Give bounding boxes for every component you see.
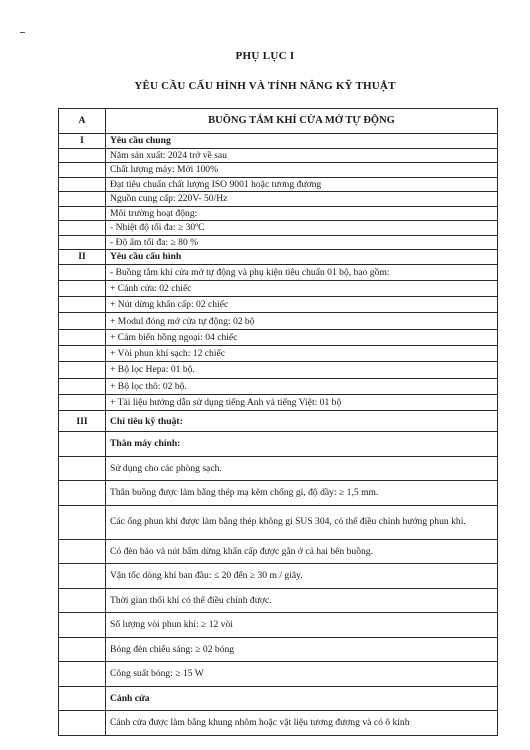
table-header-row — [59, 109, 498, 134]
table-row — [59, 539, 498, 564]
table-row — [59, 163, 498, 178]
section-row — [59, 411, 498, 432]
table-row — [59, 313, 498, 329]
margin-mark — [20, 32, 25, 33]
table-row — [59, 456, 498, 481]
header-label-cell: A — [59, 109, 106, 134]
table-cell: Bóng đèn chiếu sáng: ≥ 02 bóng — [106, 637, 498, 662]
table-row — [59, 362, 498, 378]
table-cell: Vận tốc dòng khí ban đầu: ≤ 20 đến ≥ 30 m / giây. — [106, 564, 498, 589]
table-row — [59, 564, 498, 589]
section-label: I — [59, 134, 106, 149]
table-row — [59, 297, 498, 313]
table-row — [59, 345, 498, 361]
table-cell: Thân buồng được làm bằng thép mạ kẽm chống gỉ, độ dầy: ≥ 1,5 mm. — [106, 481, 498, 506]
table-row — [59, 394, 498, 410]
table-cell: - Nhiệt độ tối đa: ≥ 30ºC — [106, 221, 498, 236]
table-cell: - Buồng tắm khí cửa mở tự động và phụ kiện tiêu chuẩn 01 bộ, bao gồm: — [106, 264, 498, 280]
document-heading: PHỤ LỤC I — [235, 50, 295, 62]
table-cell: + Vòi phun khí sạch: 12 chiếc — [106, 345, 498, 361]
table-row — [59, 378, 498, 394]
table-cell: + Cánh cửa: 02 chiếc — [106, 280, 498, 296]
table-cell: Sử dụng cho các phòng sạch. — [106, 456, 498, 481]
table-row — [59, 505, 498, 539]
table-row — [59, 613, 498, 638]
section-title: Chỉ tiêu kỹ thuật: — [106, 411, 498, 432]
table-row — [59, 235, 498, 250]
table-cell: Số lượng vòi phun khí: ≥ 12 vòi — [106, 613, 498, 638]
table-row — [59, 588, 498, 613]
table-cell: Năm sản xuất: 2024 trở về sau — [106, 148, 498, 163]
subsection-row — [59, 432, 498, 457]
table-cell: Đạt tiêu chuẩn chất lượng ISO 9001 hoặc tương đương — [106, 177, 498, 192]
subsection-row — [59, 686, 498, 711]
table-row — [59, 711, 498, 736]
table-row — [59, 481, 498, 506]
section-row — [59, 134, 498, 149]
table-row — [59, 637, 498, 662]
table-cell: Có đèn báo và nút bấm dừng khẩn cấp được gắn ở cả hai bên buồng. — [106, 539, 498, 564]
table-cell: Môi trường hoạt động: — [106, 206, 498, 221]
document-subheading: YÊU CẦU CẤU HÌNH VÀ TÍNH NĂNG KỸ THUẬT — [134, 80, 396, 92]
table-cell: Cánh cửa được làm bằng khung nhôm hoặc vật liệu tương đương và có ô kính — [106, 711, 498, 736]
table-row — [59, 280, 498, 296]
section-label: III — [59, 411, 106, 432]
table-row — [59, 264, 498, 280]
table-cell: + Bộ lọc Hepa: 01 bộ. — [106, 362, 498, 378]
table-cell: - Độ ẩm tối đa: ≥ 80 % — [106, 235, 498, 250]
table-cell: + Modul đóng mở cửa tự động: 02 bộ — [106, 313, 498, 329]
table-row — [59, 192, 498, 207]
section-label: II — [59, 250, 106, 265]
table-row — [59, 148, 498, 163]
subsection-title: Thân máy chính: — [106, 432, 498, 457]
table-cell: Chất lượng máy: Mới 100% — [106, 163, 498, 178]
table-cell: + Cảm biến hồng ngoại: 04 chiếc — [106, 329, 498, 345]
table-cell: + Bộ lọc thô: 02 bộ. — [106, 378, 498, 394]
header-title-cell: BUỒNG TẮM KHÍ CỬA MỞ TỰ ĐỘNG — [106, 109, 498, 134]
subsection-title: Cánh cửa — [106, 686, 498, 711]
table-cell: + Tài liệu hướng dẫn sử dụng tiếng Anh và tiếng Việt: 01 bộ — [106, 394, 498, 410]
section-title: Yêu cầu cấu hình — [106, 250, 498, 265]
table-row — [59, 329, 498, 345]
table-cell: Thời gian thổi khí có thể điều chỉnh được. — [106, 588, 498, 613]
section-title: Yêu cầu chung — [106, 134, 498, 149]
table-cell: Công suất bóng: ≥ 15 W — [106, 662, 498, 687]
table-cell: Nguồn cung cấp: 220V- 50/Hz — [106, 192, 498, 207]
table-row — [59, 206, 498, 221]
spec-table — [58, 108, 498, 736]
section-row — [59, 250, 498, 265]
table-cell: + Nút dừng khẩn cấp: 02 chiếc — [106, 297, 498, 313]
table-cell: Các ống phun khí được làm bằng thép không gỉ SUS 304, có thể điều chỉnh hướng phun khí. — [106, 505, 498, 539]
table-row — [59, 221, 498, 236]
table-row — [59, 662, 498, 687]
table-row — [59, 177, 498, 192]
